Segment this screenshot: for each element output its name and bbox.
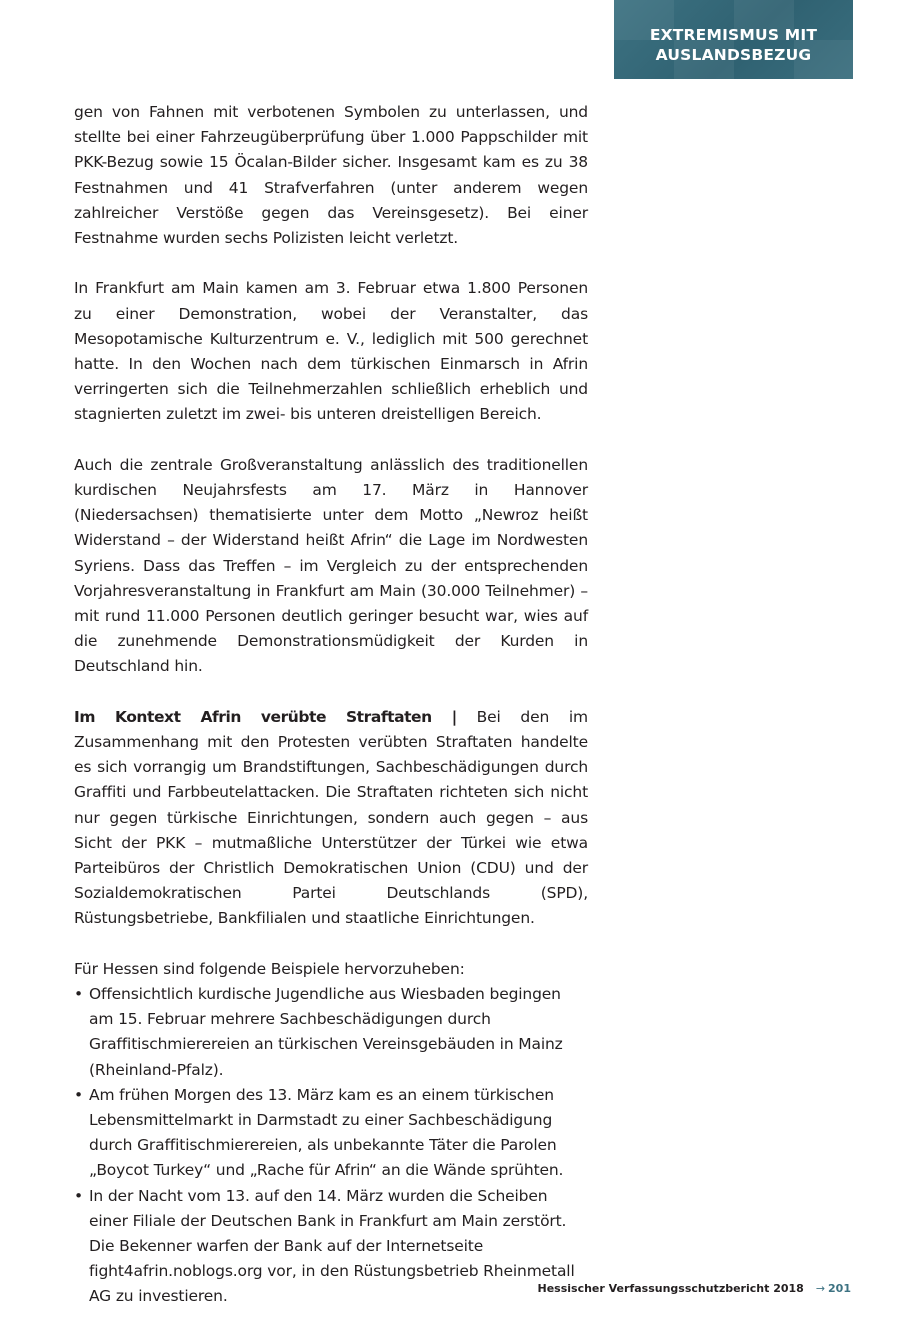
section-tab-title [614, 25, 853, 65]
paragraph-festnahmen: gen von Fahnen mit verbotenen Symbolen zu unterlassen, und stellte bei einer Fahrzeugüberprüfung über 1.000 Pappschilder mit PKK-Bezug sowie 15 Öcalan-Bilder sicher. Insgesamt kam es zu 38 Festnahmen und 41 Strafverfahren (unter anderem wegen zahlreicher Verstöße gegen das Vereinsgesetz). Bei einer Festnahme wurden sechs Polizisten leicht verletzt. [74, 103, 588, 248]
straftaten-text: Bei den im Zusammenhang mit den Protesten verübten Straftaten handelte es sich vorrangig um Brandstiftungen, Sachbeschädigungen durch Graffiti und Farbbeutelattacken. Die Straftaten richteten sich nicht nur gegen türkische Einrichtungen, sondern auch gegen – aus Sicht der PKK – mutmaßliche Unterstützer der Türkei wie etwa Parteibüros der Christlich Demokratischen Union (CDU) und der Sozialdemokratischen Partei Deutschlands (SPD), Rüstungsbetriebe, Bankfilialen und staatliche Einrichtungen. [74, 707, 588, 928]
list-item-text: In der Nacht vom 13. auf den 14. März wurden die Scheiben einer Filiale der Deutschen Bank in Frankfurt am Main zerstört. Die Bekenner warfen der Bank auf der Internetseite fight4afrin.noblogs.org vor, in den Rüstungsbetrieb Rheinmetall AG zu investieren. [89, 1186, 575, 1306]
page-number: 201 [828, 1282, 851, 1295]
list-item [74, 982, 588, 1083]
section-tab-line2: AUSLANDSBEZUG [655, 46, 812, 64]
footer-publication-title: Hessischer Verfassungsschutzbericht 2018 [537, 1282, 804, 1295]
paragraph-frankfurt-demo: In Frankfurt am Main kamen am 3. Februar etwa 1.800 Personen zu einer Demonstration, wobei der Veranstalter, das Mesopotamische Kulturzentrum e. V., lediglich mit 500 gerechnet hatte. In den Wochen nach dem türkischen Einmarsch in Afrin verringerten sich die Teilnehmerzahlen schließlich erheblich und stagnierten zuletzt im zwei- bis unteren dreistelligen Bereich. [74, 279, 588, 424]
bullet-icon: • [74, 985, 83, 1004]
list-item-text: Offensichtlich kurdische Jugendliche aus Wiesbaden begingen am 15. Februar mehrere Sachbeschädigungen durch Graffitischmierereien an türkischen Vereinsgebäuden in Mainz (Rheinland-Pfalz). [89, 985, 563, 1079]
examples-intro: Für Hessen sind folgende Beispiele hervorzuheben: [74, 959, 465, 978]
section-tab [614, 0, 853, 79]
bullet-icon: • [74, 1186, 83, 1205]
examples-list [74, 982, 588, 1310]
main-content [74, 100, 588, 1310]
list-item-text: Am frühen Morgen des 13. März kam es an einem türkischen Lebensmittelmarkt in Darmstadt zu einer Sachbeschädigung durch Graffitischmierereien, als unbekannte Täter die Parolen „Boycot Turkey“ und „Rache für Afrin“ an die Wände sprühten. [89, 1085, 564, 1180]
section-tab-line1: EXTREMISMUS MIT [649, 26, 818, 44]
arrow-right-icon: → [815, 1282, 826, 1295]
list-item [74, 1083, 588, 1184]
bullet-icon: • [74, 1085, 83, 1104]
page-footer [538, 1281, 852, 1297]
straftaten-heading: Im Kontext Afrin verübte Straftaten | [74, 707, 457, 726]
list-item [74, 1184, 588, 1310]
paragraph-straftaten [74, 705, 588, 932]
paragraph-newroz: Auch die zentrale Großveranstaltung anlässlich des traditionellen kurdischen Neujahrsfests am 17. März in Hannover (Niedersachsen) thematisierte unter dem Motto „Newroz heißt Widerstand – der Widerstand heißt Afrin“ die Lage im Nordwesten Syriens. Dass das Treffen – im Vergleich zu der entsprechenden Vorjahresveranstaltung in Frankfurt am Main (30.000 Teilnehmer) – mit rund 11.000 Personen deutlich geringer besucht war, wies auf die zunehmende Demonstrationsmüdigkeit der Kurden in Deutschland hin. [74, 455, 588, 676]
